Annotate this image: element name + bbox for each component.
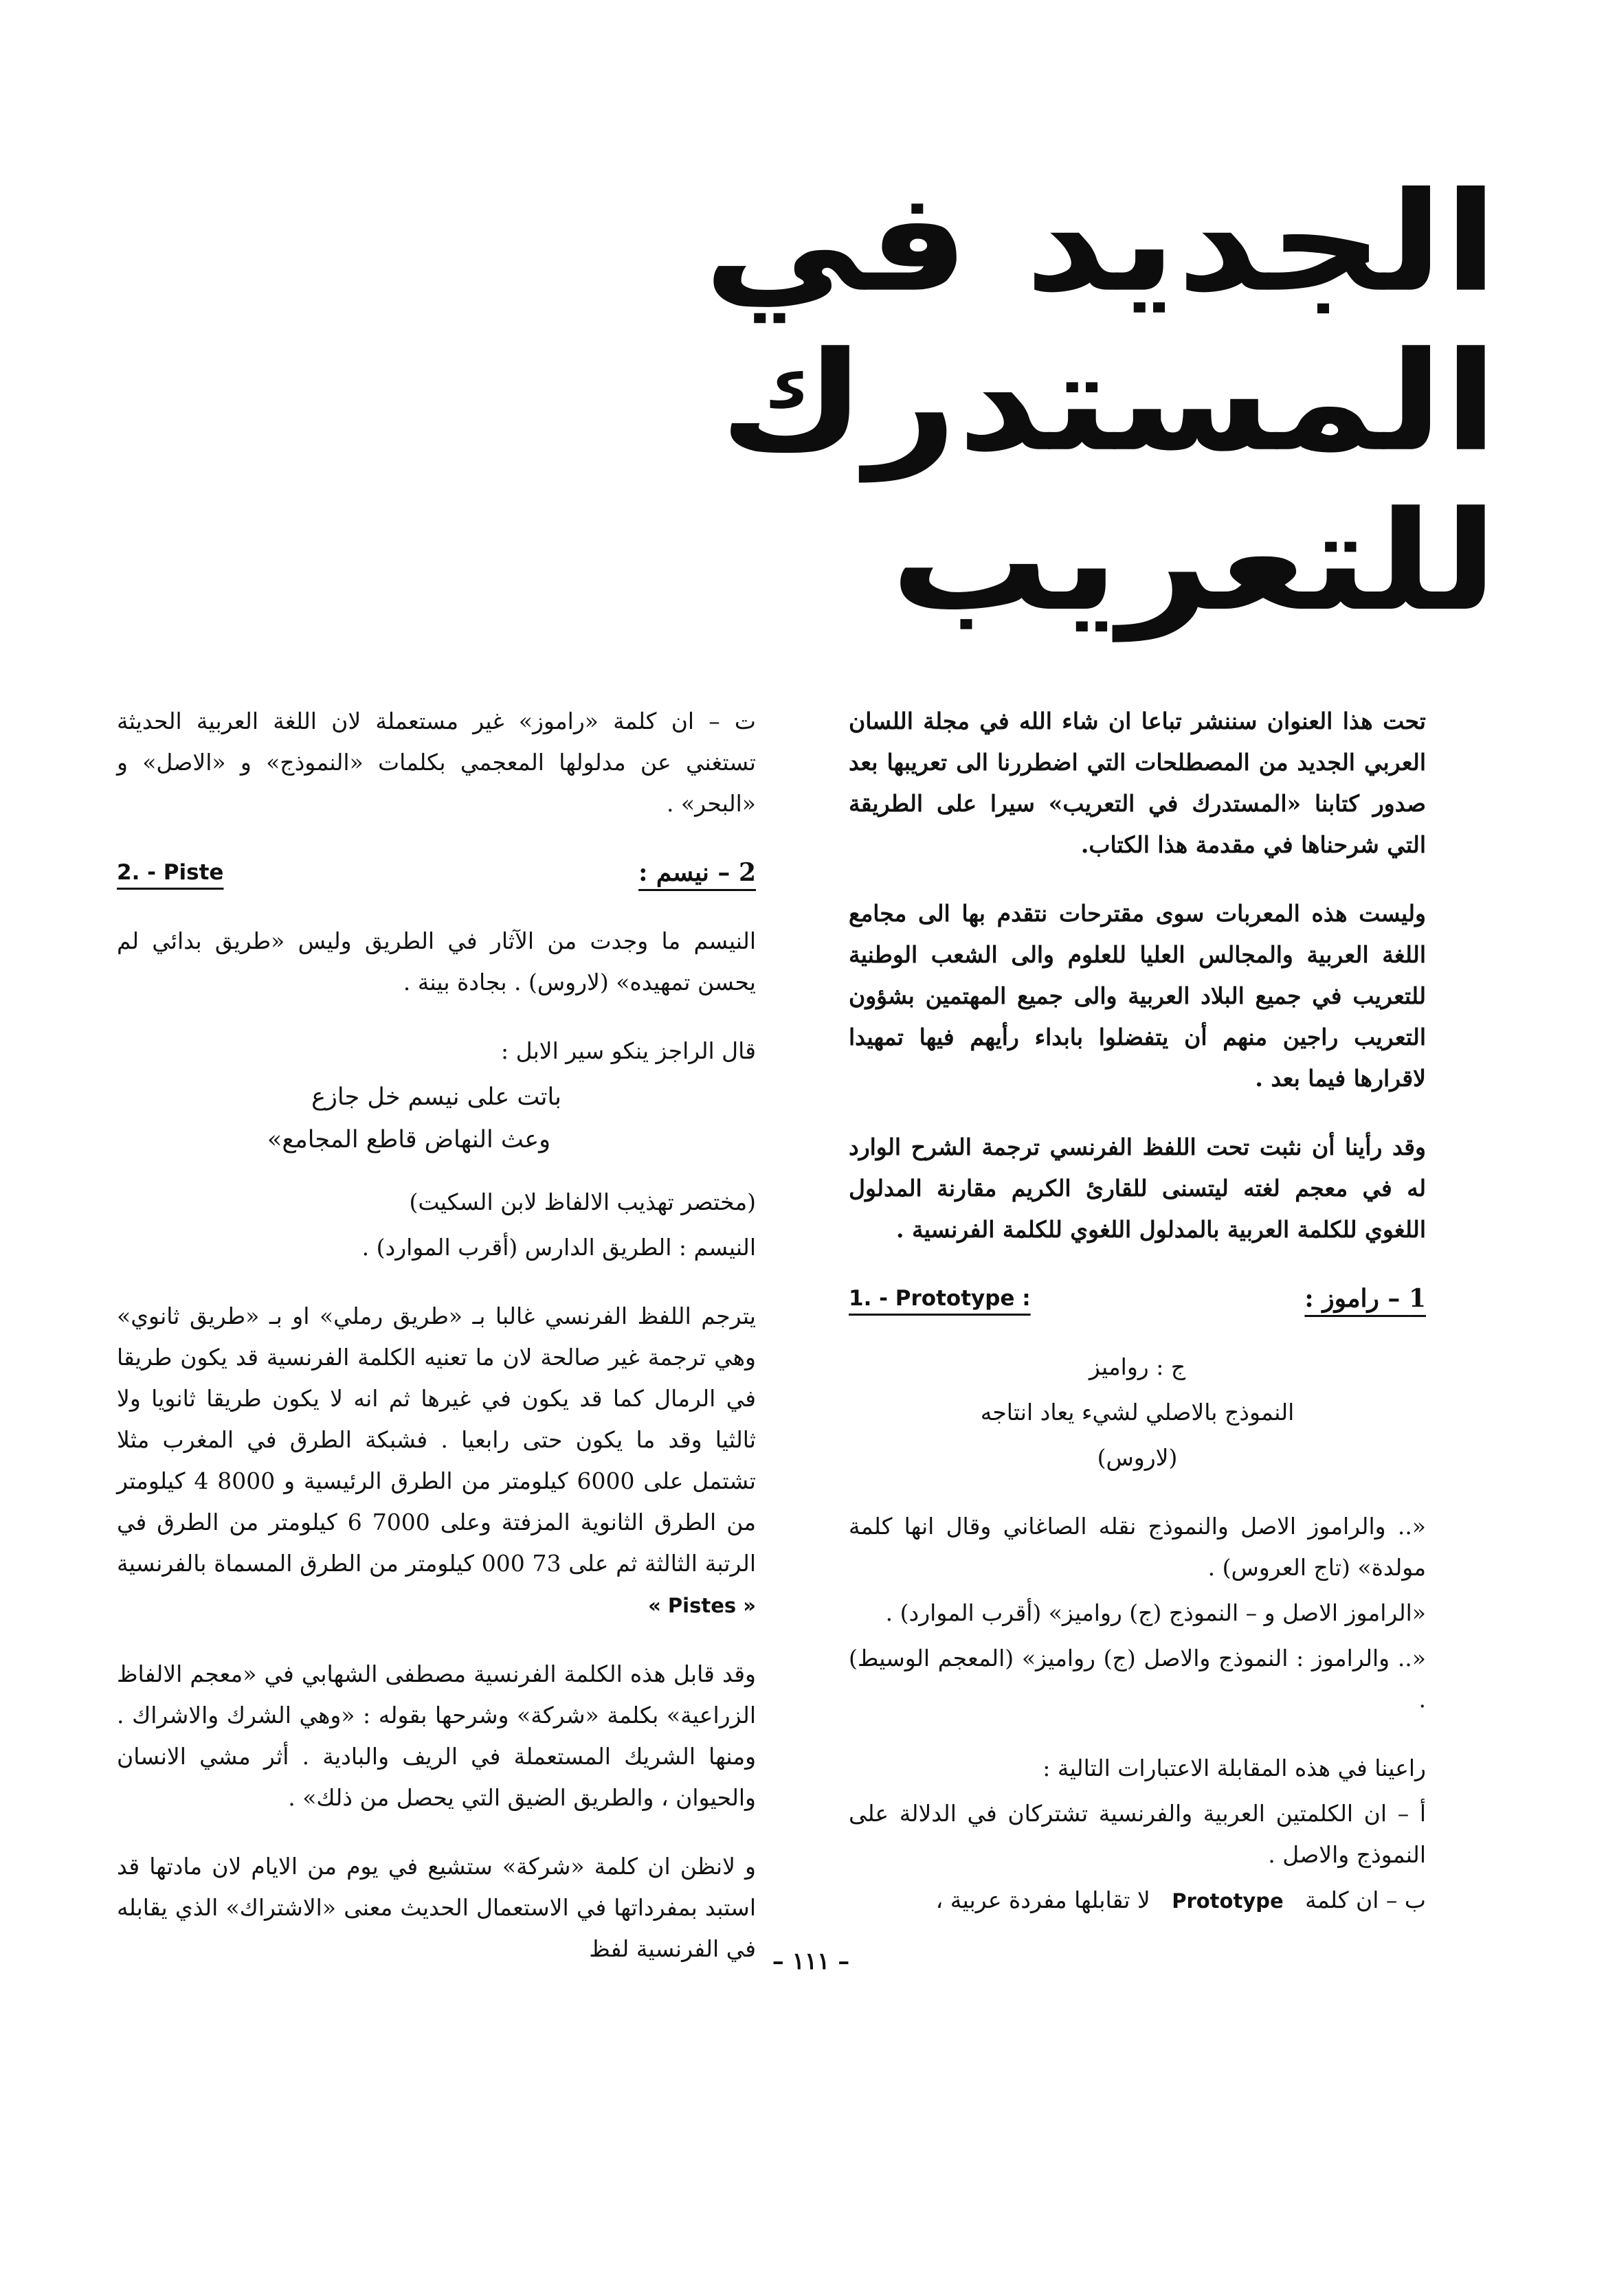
intro-paragraph: تحت هذا العنوان سننشر تباعا ان شاء الله في مجلة اللسان العربي الجديد من المصطلحات التي اضطررنا الى تعريبها بعد صدور كتابنا «المستدرك في التعريب» سيرا على الطريقة التي شرحناها في مقدمة هذا الكتاب.	[849, 708, 1426, 858]
body-paragraph	[117, 1296, 756, 1626]
poet-intro: قال الراجز ينكو سير الابل :	[501, 1037, 756, 1064]
entry-term-arabic: 1 – راموز :	[1304, 1284, 1426, 1313]
entry-term-arabic: 2 – نيسم :	[638, 858, 756, 887]
consideration-point: أ – ان الكلمتين العربية والفرنسية تشتركان في الدلالة على النموذج والاصل .	[849, 1800, 1426, 1868]
page-number: – ١١١ –	[772, 1948, 850, 1975]
intro-paragraph: وليست هذه المعربات سوى مقترحات نتقدم بها الى مجامع اللغة العربية والمجالس العليا للعلوم والى الشعب الوطنية للتعريب في جميع البلاد العربية والى جميع المهتمين بشؤون التعريب راجين منهم أن يتفضلوا بابداء رأيهم فيها تمهيدا لاقرارها فيما بعد .	[849, 900, 1426, 1092]
french-word: Prototype	[1172, 1889, 1284, 1913]
french-word: « Pistes »	[648, 1594, 756, 1617]
dictionary-quote: «.. والراموز : النموذج والاصل (ج) رواميز» (المعجم الوسيط) .	[849, 1645, 1426, 1713]
poem-line: وعث النهاض قاطع المجامع»	[267, 1126, 551, 1153]
entry-definition: النموذج بالاصلي لشيء يعاد انتاجه	[980, 1399, 1295, 1426]
entry-source: (لاروس)	[1097, 1444, 1178, 1471]
entry-heading-prototype	[849, 1278, 1426, 1319]
paragraph-text: يترجم اللفظ الفرنسي غالبا بـ «طريق رملي» او بـ «طريق ثانوي» وهي ترجمة غير صالحة لان ما تعنيه الكلمة الفرنسية قد يكون طريقا في الرمال كما قد يكون في غيرها ثم انه لا يكون طريقا ثانويا ولا ثالثيا وقد ما يكون حتى رابعيا . فشبكة الطرق في المغرب مثلا تشتمل على 6000 كيلومتر من الطرق الرئيسية و 8000 4 كيلومتر من الطرق الثانوية المزفتة وعلى 7000 6 كيلومتر من الطرق في الرتبة الثالثة ثم على 73 000 كيلومتر من الطرق المسماة بالفرنسية	[117, 1303, 757, 1577]
considerations-intro: راعينا في هذه المقابلة الاعتبارات التالية :	[1042, 1755, 1426, 1781]
consideration-point	[849, 1880, 1426, 1922]
point-text: ب – ان كلمة	[1305, 1887, 1426, 1913]
entry-plural: ج : رواميز	[1089, 1353, 1186, 1380]
dictionary-quote: «الراموز الاصل و – النموذج (ج) رواميز» (أقرب الموارد) .	[885, 1599, 1426, 1626]
poem-source: (مختصر تهذيب الالفاظ لابن السكيت)	[409, 1189, 756, 1215]
dictionary-quote: «.. والراموز الاصل والنموذج نقله الصاغاني وقال انها كلمة مولدة» (تاج العروس) .	[849, 1513, 1426, 1581]
entry-definition: النيسم ما وجدت من الآثار في الطريق وليس «طريق بدائي لم يحسن تمهيده» (لاروس) . بجادة بينة .	[117, 927, 756, 995]
entry-term-french: 2. - Piste	[117, 860, 224, 885]
poem-line: باتت على نيسم خل جازع	[311, 1083, 561, 1111]
point-text: لا تقابلها مفردة عربية ،	[935, 1887, 1150, 1913]
entry-term-french: 1. - Prototype :	[849, 1286, 1031, 1311]
body-paragraph: و لانظن ان كلمة «شركة» ستشيع في يوم من الايام لان مادتها قد استبد بمفرداتها في الاستعمال الحديث معنى «الاشتراك» الذي يقابله في الفرنسية لفظ	[117, 1853, 756, 1962]
right-column	[849, 701, 1426, 1949]
entry-heading-piste	[117, 852, 756, 893]
page-title: الجديد في المستدرك للتعريب	[703, 162, 1498, 642]
poem	[117, 1076, 756, 1161]
body-paragraph: وقد قابل هذه الكلمة الفرنسية مصطفى الشهابي في «معجم الالفاظ الزراعية» بكلمة «شركة» وشرحها بقوله : «وهي الشرك والاشراك . ومنها الشريك المستعملة في الريف والبادية . أثر مشي الانسان والحيوان ، والطريق الضيق التي يحصل من ذلك» .	[117, 1661, 756, 1811]
left-column	[117, 701, 756, 1997]
intro-paragraph: وقد رأينا أن نثبت تحت اللفظ الفرنسي ترجمة الشرح الوارد له في معجم لغته ليتسنى للقارئ الكريم مقارنة المدلول اللغوي للكلمة العربية بالمدلول اللغوي للكلمة الفرنسية .	[849, 1134, 1426, 1243]
nisam-definition: النيسم : الطريق الدارس (أقرب الموارد) .	[361, 1234, 756, 1261]
consideration-point: ت – ان كلمة «راموز» غير مستعملة لان اللغة العربية الحديثة تستغني عن مدلولها المعجمي بكلمات «النموذج» و «الاصل» و «البحر» .	[117, 708, 756, 817]
